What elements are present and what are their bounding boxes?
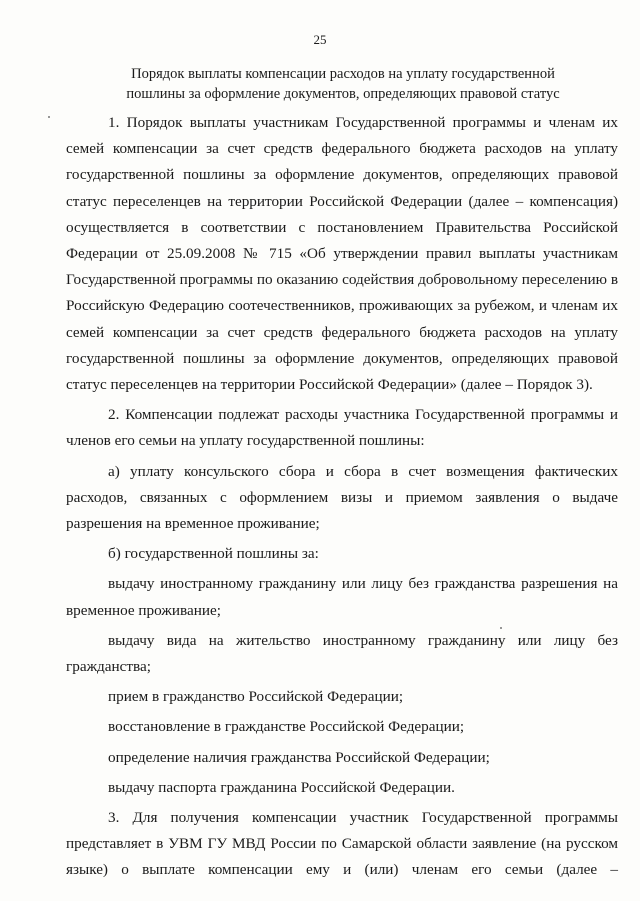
- section-title-line-1: Порядок выплаты компенсации расходов на уплату государственной: [131, 66, 555, 82]
- paragraph-1: 1. Порядок выплаты участникам Государственной программы и членам их семей компенсации за счет средств федерального бюджета расходов на уплату государственной пошлины за оформление документов, определяющих правовой статус переселенцев на территории Российской Федерации (далее – компенсация) осуществляется в соответствии с постановлением Правительства Российской Федерации от 25.09.2008 № 715 «Об утверждении правил выплаты участникам Государственной программы по оказанию содействия добровольному переселению в Российскую Федерацию соотечественников, проживающих за рубежом, и членам их семей компенсации за счет средств федерального бюджета расходов на уплату государственной пошлины за оформление документов, определяющих правовой статус переселенцев на территории Российской Федерации» (далее – Порядок 3).: [66, 114, 618, 394]
- list-item-citizenship-restoration: восстановление в гражданстве Российской Федерации;: [108, 718, 465, 736]
- paragraph-2b: б) государственной пошлины за:: [108, 545, 319, 563]
- list-item-temporary-residence: выдачу иностранному гражданину или лицу без гражданства разрешения на временное проживание;: [66, 575, 618, 619]
- page-number: 25: [313, 32, 327, 47]
- document-body: [66, 110, 618, 884]
- list-item-citizenship-admission: прием в гражданство Российской Федерации;: [108, 688, 404, 706]
- paragraph-2a: а) уплату консульского сбора и сбора в счет возмещения фактических расходов, связанных с оформлением визы и приемом заявления о выдаче разрешения на временное проживание;: [66, 462, 618, 533]
- list-item-residence-permit: выдачу вида на жительство иностранному гражданину или лицу без гражданства;: [66, 631, 618, 676]
- paragraph-2: 2. Компенсации подлежат расходы участника Государственной программы и членов его семьи на уплату государственной пошлины:: [66, 406, 618, 450]
- section-title: [70, 64, 616, 104]
- list-item-passport: выдачу паспорта гражданина Российской Федерации.: [108, 778, 455, 796]
- scan-speck: [500, 627, 502, 629]
- section-title-line-2: пошлины за оформление документов, определяющих правовой статус: [126, 86, 560, 102]
- scan-speck: [48, 116, 50, 118]
- paragraph-3: 3. Для получения компенсации участник Государственной программы представляет в УВМ ГУ МВД России по Самарской области заявление (на русском языке) о выплате компенсации ему и (или) членам его семьи (далее –: [66, 809, 618, 879]
- list-item-citizenship-determination: определение наличия гражданства Российской Федерации;: [108, 748, 490, 766]
